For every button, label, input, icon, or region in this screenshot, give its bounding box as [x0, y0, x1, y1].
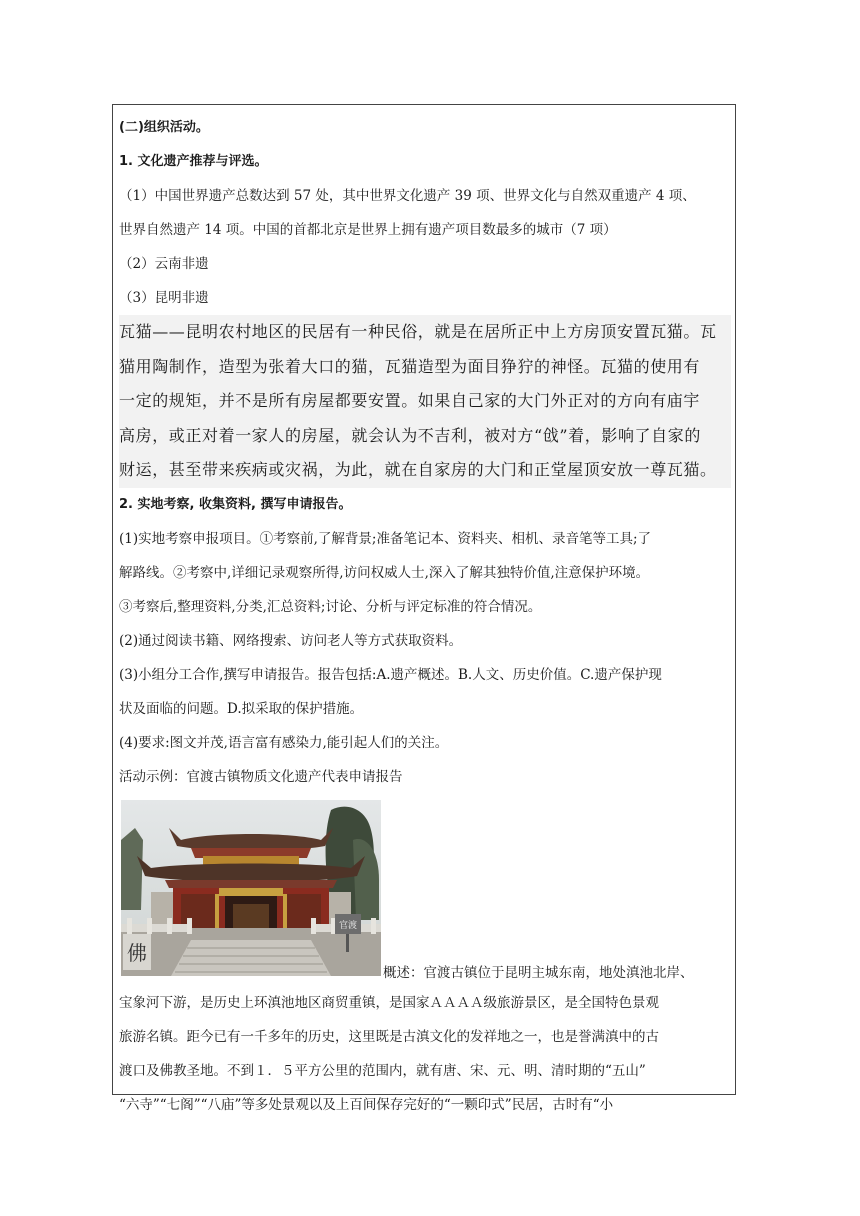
- item1-line: （1）中国世界遗产总数达到 57 处，其中世界文化遗产 39 项、世界文化与自然双重遗产 4 项、: [119, 188, 696, 204]
- item1-line: （2）云南非遗: [119, 256, 209, 272]
- item2-line: 解路线。②考察中,详细记录观察所得,访问权威人士,深入了解其独特价值,注意保护环境。: [119, 564, 650, 581]
- wamao-paragraph-line: 高房，或正对着一家人的房屋，就会认为不吉利，被对方“戗”着，影响了自家的: [119, 419, 731, 454]
- overview-first-line: 概述：官渡古镇位于昆明主城东南，地处滇池北岸、: [383, 964, 694, 981]
- overview-line: 宝象河下游，是历史上环滇池地区商贸重镇，是国家ＡＡＡＡ级旅游景区，是全国特色景观: [119, 994, 659, 1011]
- item1-title: 1. 文化遗产推荐与评选。: [119, 154, 268, 169]
- wamao-paragraph-line: 一定的规矩，并不是所有房屋都要安置。如果自己家的大门外正对的方向有庙宇: [119, 384, 731, 419]
- item2-line: 状及面临的问题。D.拟采取的保护措施。: [119, 700, 364, 717]
- temple-photo: [121, 800, 381, 976]
- item2-line: (3)小组分工合作,撰写申请报告。报告包括:A.遗产概述。B.人文、历史价值。C.遗产保护现: [119, 666, 662, 683]
- sign-board-text: 官渡: [338, 920, 358, 931]
- document-content: [119, 111, 731, 1122]
- item1-line: 世界自然遗产 14 项。中国的首都北京是世界上拥有遗产项目数最多的城市（7 项）: [119, 222, 617, 238]
- document-frame: [112, 104, 736, 1113]
- item2-title: 2. 实地考察, 收集资料, 撰写申请报告。: [119, 496, 352, 512]
- overview-line: 渡口及佛教圣地。不到１．５平方公里的范围内，就有唐、宋、元、明、清时期的“五山”: [119, 1062, 646, 1079]
- overview-line: 旅游名镇。距今已有一千多年的历史，这里既是古滇文化的发祥地之一，也是誉满滇中的古: [119, 1028, 659, 1045]
- wamao-paragraph-line: 猫用陶制作，造型为张着大口的猫，瓦猫造型为面目狰狞的神怪。瓦猫的使用有: [119, 350, 731, 385]
- temple-illustration: [121, 800, 381, 976]
- wamao-paragraph-line: 财运，甚至带来疾病或灾祸，为此，就在自家房的大门和正堂屋顶安放一尊瓦猫。: [119, 453, 731, 488]
- activity-example-line: 活动示例：官渡古镇物质文化遗产代表申请报告: [119, 768, 403, 785]
- item2-line: (4)要求:图文并茂,语言富有感染力,能引起人们的关注。: [119, 734, 449, 751]
- stone-inscription: 佛: [127, 940, 147, 965]
- photo-row: [119, 800, 731, 980]
- wamao-paragraph-line: 瓦猫——昆明农村地区的民居有一种民俗，就是在居所正中上方房顶安置瓦猫。瓦: [119, 315, 731, 350]
- item2-line: ③考察后,整理资料,分类,汇总资料;讨论、分析与评定标准的符合情况。: [119, 598, 542, 615]
- section-title: (二)组织活动。: [119, 120, 209, 135]
- item2-line: (2)通过阅读书籍、网络搜索、访问老人等方式获取资料。: [119, 632, 463, 649]
- item2-line: (1)实地考察申报项目。①考察前,了解背景;准备笔记本、资料夹、相机、录音笔等工具;了: [119, 530, 652, 547]
- overview-line: “六寺”“七阁”“八庙”等多处景观以及上百间保存完好的“一颗印式”民居，古时有“小: [119, 1096, 614, 1113]
- item1-line: （3）昆明非遗: [119, 290, 209, 306]
